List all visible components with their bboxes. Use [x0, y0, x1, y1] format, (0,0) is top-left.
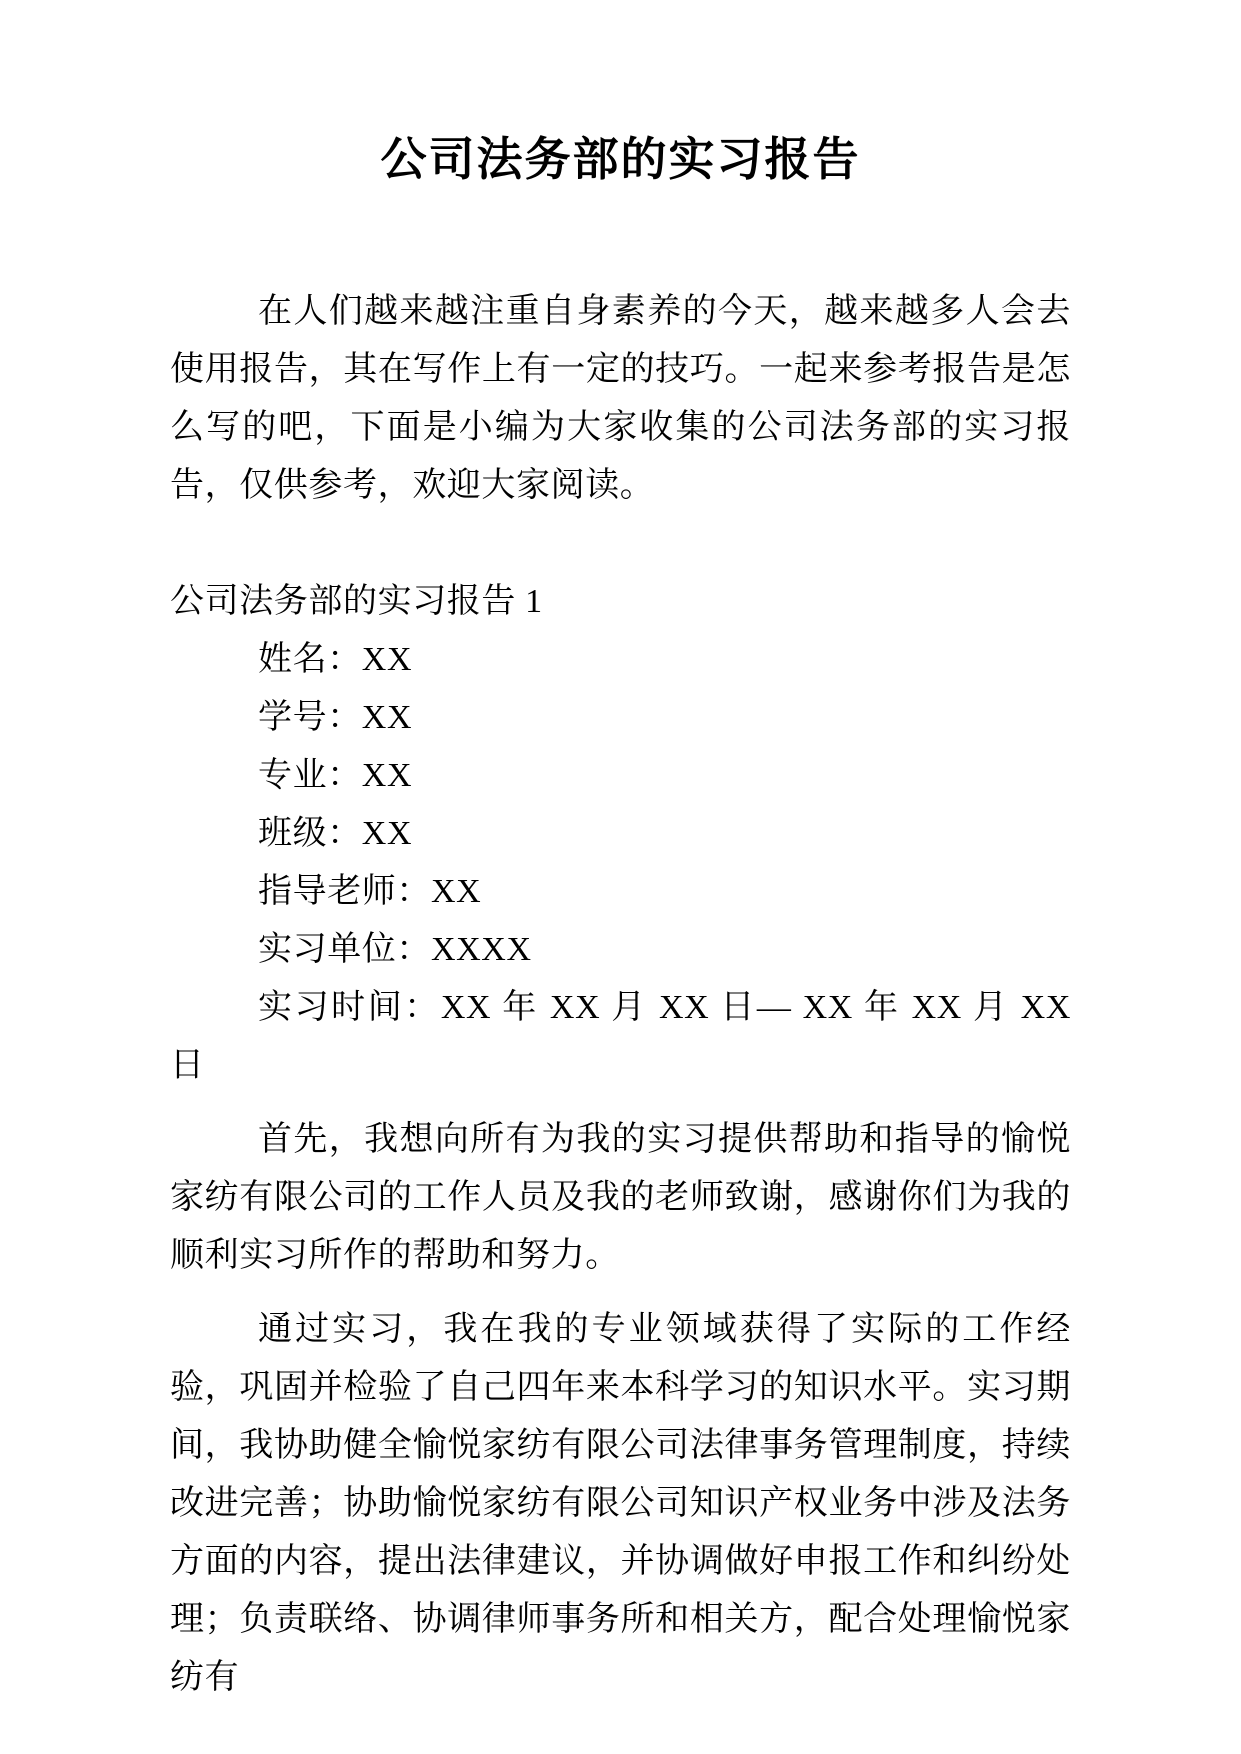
info-item-internship-unit: 实习单位：XXXX — [258, 931, 532, 968]
info-item-advisor: 指导老师：XX — [258, 873, 482, 910]
info-item-student-id: 学号：XX — [258, 699, 413, 736]
info-item-name: 姓名：XX — [258, 641, 413, 678]
info-item-internship-period: 实习时间：XX 年 XX 月 XX 日— XX 年 XX 月 XX 日 — [170, 989, 1071, 1084]
intro-paragraph: 在人们越来越注重自身素养的今天，越来越多人会去使用报告，其在写作上有一定的技巧。一起来参考报告是怎么写的吧，下面是小编为大家收集的公司法务部的实习报告，仅供参考，欢迎大家阅读。 — [170, 293, 1071, 504]
blank-line — [170, 515, 1071, 573]
info-item-major: 专业：XX — [258, 757, 413, 794]
info-item-class: 班级：XX — [258, 815, 413, 852]
section-heading: 公司法务部的实习报告 1 — [170, 583, 543, 620]
body-paragraph-acknowledgement: 首先，我想向所有为我的实习提供帮助和指导的愉悦家纺有限公司的工作人员及我的老师致谢，感谢你们为我的顺利实习所作的帮助和努力。 — [170, 1121, 1071, 1274]
body-paragraph-experience: 通过实习，我在我的专业领域获得了实际的工作经验，巩固并检验了自己四年来本科学习的知识水平。实习期间，我协助健全愉悦家纺有限公司法律事务管理制度，持续改进完善；协助愉悦家纺有限公司知识产权业务中涉及法务方面的内容，提出法律建议，并协调做好申报工作和纠纷处理；负责联络、协调律师事务所和相关方，配合处理愉悦家纺有 — [170, 1311, 1071, 1696]
document-title: 公司法务部的实习报告 — [380, 134, 861, 185]
